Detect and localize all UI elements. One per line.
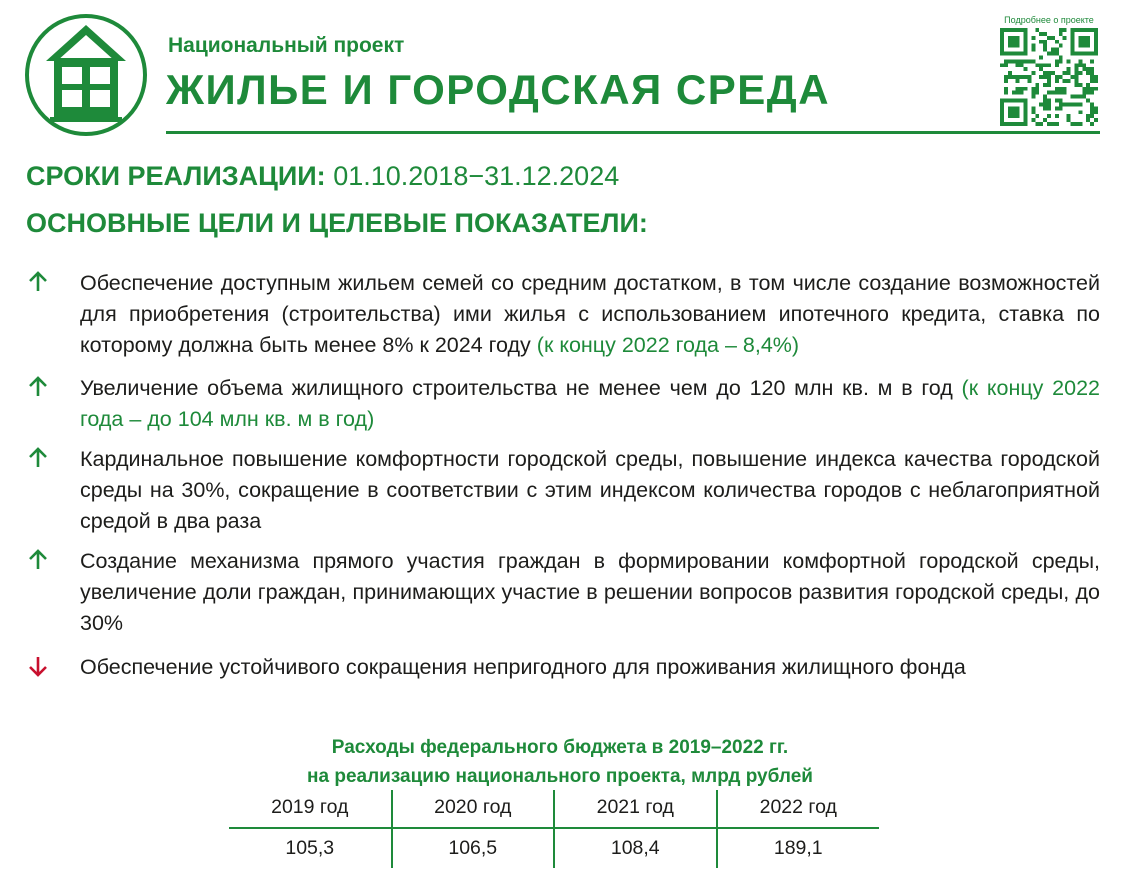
goal-note: (к концу 2022 года – 8,4%) bbox=[536, 333, 800, 357]
qr-caption: Подробнее о проекте bbox=[1004, 15, 1094, 25]
budget-year: 2020 год bbox=[392, 790, 555, 828]
goal-text bbox=[80, 268, 1100, 361]
period-value: 01.10.2018−31.12.2024 bbox=[333, 161, 620, 191]
budget-values-row bbox=[229, 828, 879, 868]
goal-note: (к концу 2022 года – до 104 млн кв. м в год) bbox=[80, 376, 1100, 431]
goal-item bbox=[26, 546, 1100, 639]
qr-code-icon[interactable] bbox=[1000, 28, 1098, 126]
budget-value: 108,4 bbox=[554, 828, 717, 868]
goal-item bbox=[26, 373, 1100, 435]
arrow-up-icon bbox=[26, 548, 50, 572]
period-label: СРОКИ РЕАЛИЗАЦИИ: bbox=[26, 161, 326, 191]
arrow-up-icon bbox=[26, 375, 50, 399]
budget-header-row bbox=[229, 790, 879, 828]
header-divider bbox=[166, 131, 1100, 134]
arrow-up-icon bbox=[26, 446, 50, 470]
goal-item bbox=[26, 268, 1100, 361]
budget-year: 2019 год bbox=[229, 790, 392, 828]
goal-description: Обеспечение устойчивого сокращения непригодного для проживания жилищного фонда bbox=[80, 655, 966, 679]
goal-item bbox=[26, 444, 1100, 537]
budget-year: 2022 год bbox=[717, 790, 880, 828]
project-title: ЖИЛЬЕ И ГОРОДСКАЯ СРЕДА bbox=[166, 66, 831, 113]
budget-year: 2021 год bbox=[554, 790, 717, 828]
goal-description: Увеличение объема жилищного строительства не менее чем до 120 млн кв. м в год bbox=[80, 376, 953, 400]
goal-description: Кардинальное повышение комфортности городской среды, повышение индекса качества городской среды на 30%, сокращение в соответствии с этим индексом количества городов с неблагоприятной средой в два раза bbox=[80, 447, 1100, 533]
goal-text bbox=[80, 652, 1100, 683]
goal-item bbox=[26, 652, 1100, 683]
goal-description: Создание механизма прямого участия граждан в формировании комфортной городской среды, увеличение доли граждан, принимающих участие в решении вопросов развития городской среды, до 30% bbox=[80, 549, 1100, 635]
budget-value: 105,3 bbox=[285, 837, 335, 859]
arrow-down-icon bbox=[26, 654, 50, 678]
goal-description: Обеспечение доступным жильем семей со средним достатком, в том числе создание возможностей для приобретения (строительства) ими жилья с использованием ипотечного кредита, ставка по которому должна быть менее 8% к 2024 году bbox=[80, 271, 1100, 357]
implementation-period bbox=[26, 161, 619, 192]
goals-heading: ОСНОВНЫЕ ЦЕЛИ И ЦЕЛЕВЫЕ ПОКАЗАТЕЛИ: bbox=[26, 208, 648, 238]
budget-title-line-1: Расходы федерального бюджета в 2019–2022 гг. bbox=[331, 737, 789, 758]
project-label: Национальный проект bbox=[168, 34, 405, 57]
budget-title bbox=[230, 733, 890, 791]
budget-table bbox=[229, 790, 879, 868]
arrow-up-icon bbox=[26, 270, 50, 294]
budget-value: 106,5 bbox=[392, 828, 555, 868]
goal-text bbox=[80, 373, 1100, 435]
budget-title-line-2: на реализацию национального проекта, млрд рублей bbox=[307, 766, 813, 787]
house-logo-icon bbox=[24, 13, 148, 137]
goal-text bbox=[80, 546, 1100, 639]
budget-value: 189,1 bbox=[717, 828, 880, 868]
goal-text bbox=[80, 444, 1100, 537]
